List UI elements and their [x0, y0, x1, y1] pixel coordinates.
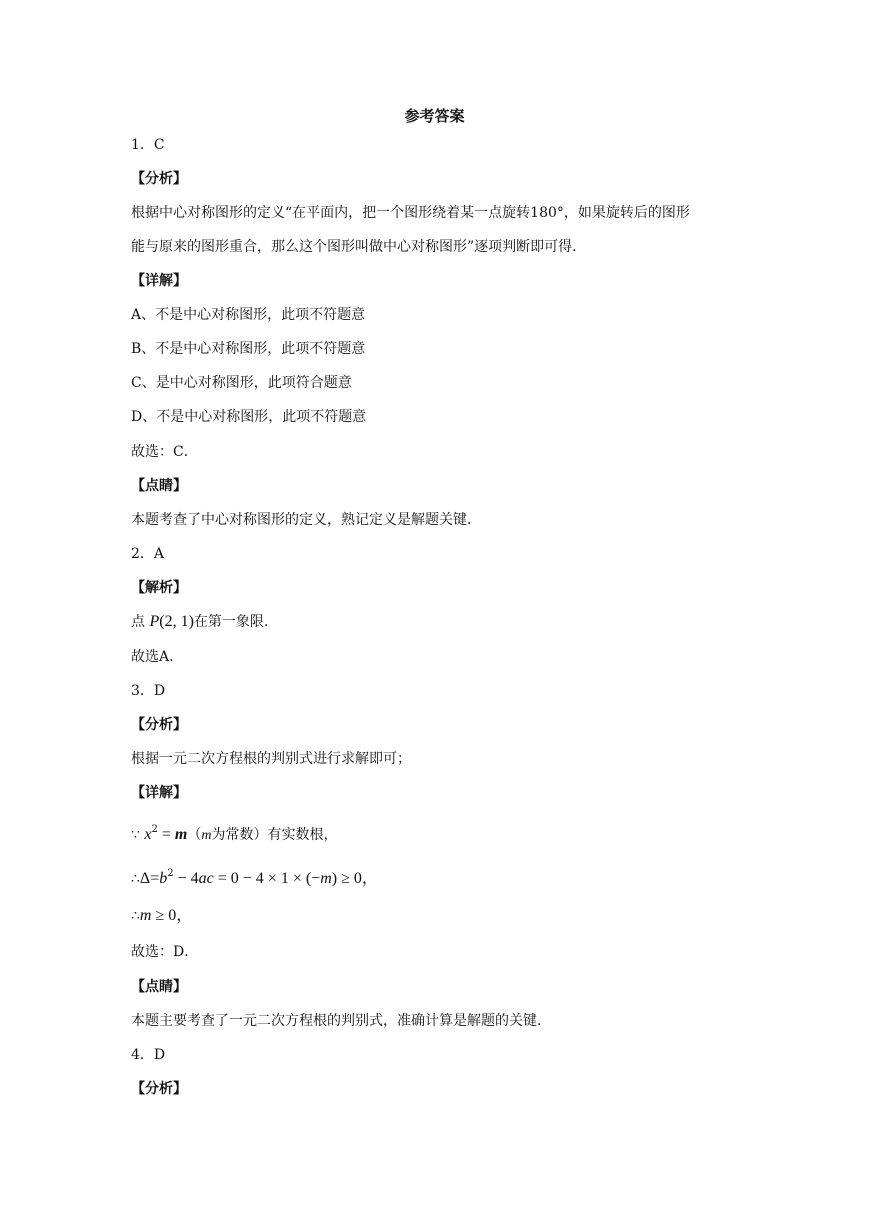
- delta-m: m: [320, 870, 332, 887]
- delta-result: ) ≥ 0，: [331, 870, 378, 887]
- q2-point-coords: (2, 1): [159, 613, 194, 630]
- q1-answer: 1．C: [131, 137, 165, 153]
- q1-comment: 本题考查了中心对称图形的定义，熟记定义是解题关键．: [131, 512, 481, 528]
- delta-minus-4: − 4: [173, 870, 199, 887]
- q2-point-name: P: [149, 613, 160, 630]
- q4-analysis-heading: 【分析】: [131, 1081, 187, 1097]
- page-title: 参考答案: [404, 107, 465, 125]
- q3-equation-line: [131, 820, 337, 846]
- q3-detail-heading: 【详解】: [131, 785, 187, 801]
- q2-point-prefix: 点: [131, 614, 150, 630]
- q1-analysis-line-2: 能与原来的图形重合，那么这个图形叫做中心对称图形”逐项判断即可得．: [131, 239, 587, 255]
- eq-x: x: [144, 826, 152, 843]
- eq-m: m: [174, 826, 188, 843]
- q3-answer: 3．D: [131, 683, 166, 699]
- eq-x-exponent: 2: [151, 824, 158, 835]
- because-symbol: ∵: [131, 827, 140, 843]
- q2-analysis-heading: 【解析】: [131, 580, 187, 596]
- q3-inequality-line: [131, 906, 192, 926]
- q3-analysis-heading: 【分析】: [131, 717, 187, 733]
- q2-point-suffix: 在第一象限.: [193, 614, 269, 630]
- q1-detail-option-b: B、不是中心对称图形，此项不符题意: [131, 341, 366, 357]
- q1-detail-option-c: C、是中心对称图形，此项符合题意: [131, 375, 352, 391]
- q3-choice: 故选：D．: [131, 944, 199, 960]
- delta-b: b: [159, 870, 168, 887]
- q1-detail-option-a: A、不是中心对称图形，此项不符题意: [131, 307, 366, 323]
- q1-choice: 故选：C．: [131, 444, 198, 460]
- delta-expression: = 0 − 4 × 1 × (−: [213, 870, 321, 887]
- delta-b-exponent: 2: [167, 868, 174, 879]
- eq-note: 为常数）有实数根，: [211, 827, 338, 843]
- ineq-result: ≥ 0，: [151, 907, 193, 924]
- eq-m-note: m: [201, 828, 212, 843]
- q3-comment-heading: 【点睛】: [131, 979, 187, 995]
- q1-detail-heading: 【详解】: [131, 273, 187, 289]
- q3-analysis: 根据一元二次方程根的判别式进行求解即可；: [131, 751, 411, 767]
- q1-comment-heading: 【点睛】: [131, 478, 187, 494]
- q1-analysis-heading: 【分析】: [131, 171, 187, 187]
- q2-answer: 2．A: [131, 546, 165, 562]
- q2-point-statement: [131, 612, 268, 632]
- delta-label: Δ=: [139, 870, 160, 887]
- eq-equals: =: [157, 826, 175, 843]
- q3-discriminant-line: [131, 864, 378, 889]
- q1-analysis-line-1: 根据中心对称图形的定义“在平面内，把一个图形绕着某一点旋转180°，如果旋转后的图形: [131, 205, 690, 221]
- q3-comment: 本题主要考查了一元二次方程根的判别式，准确计算是解题的关键．: [131, 1013, 551, 1029]
- q1-detail-option-d: D、不是中心对称图形，此项不符题意: [131, 409, 367, 425]
- q2-choice: 故选A.: [131, 649, 174, 665]
- therefore-symbol-2: ∴: [131, 908, 140, 924]
- ineq-m: m: [139, 907, 152, 924]
- q4-answer: 4．D: [131, 1047, 166, 1063]
- delta-ac: ac: [198, 870, 214, 887]
- therefore-symbol-1: ∴: [131, 871, 140, 887]
- eq-paren-open: （: [187, 827, 202, 843]
